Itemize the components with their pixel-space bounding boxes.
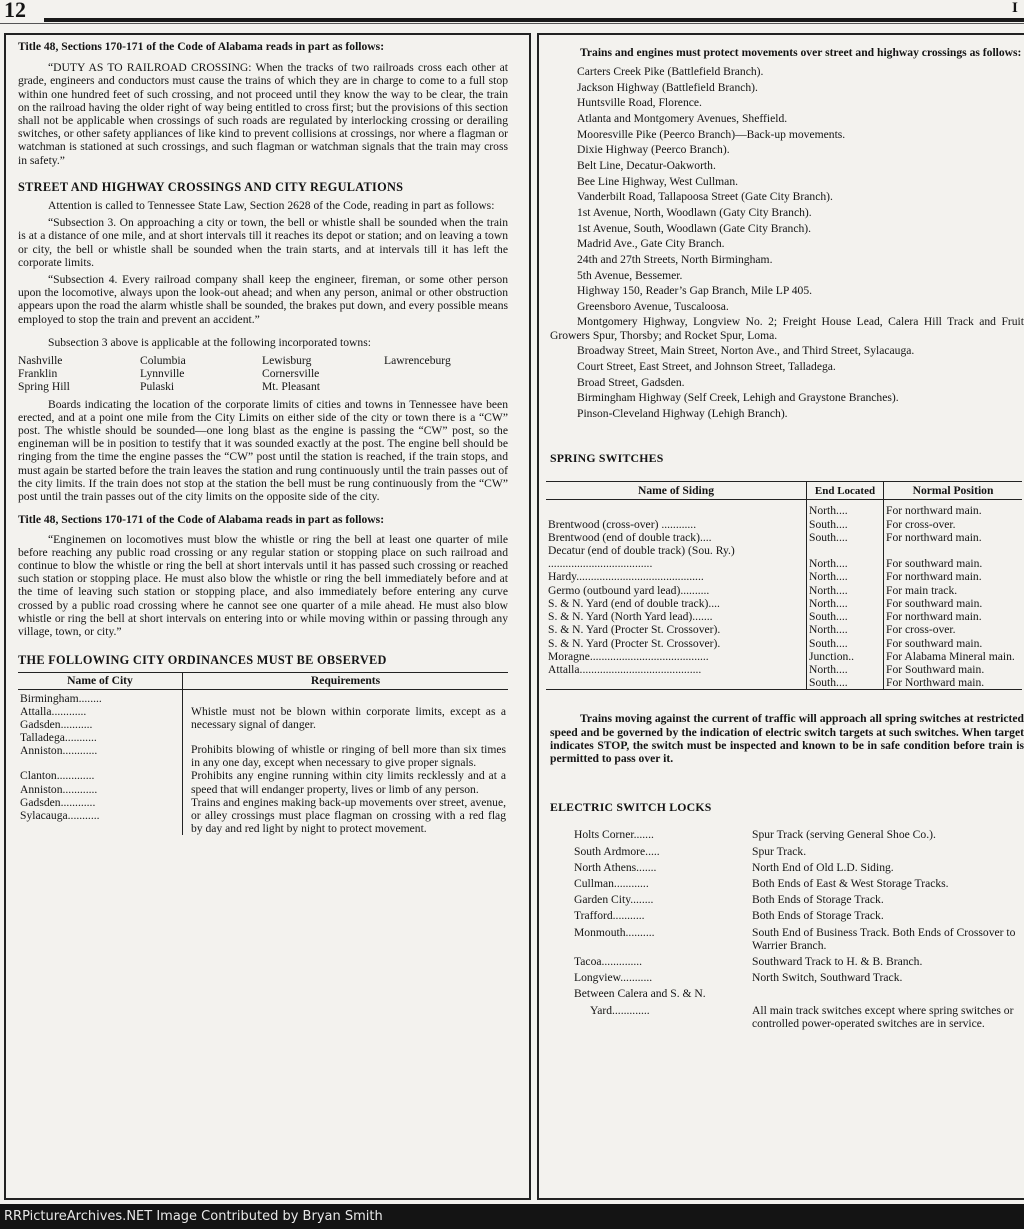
town: Franklin <box>18 367 58 381</box>
title48-a-quote: “DUTY AS TO RAILROAD CROSSING: When the tracks of two railroads cross each other at grade, engineers and conductors must cause the trains of which they are in charge to come to a full stop within one hundred feet of such crossing, and not proceed until they know the way to be clear, the train on the railroad having the older right of way being entitled to cross first; but the provisions of this section shall not be applicable when crossings of such roads are regulated by interlocking crossing or derailing switches, or other safety appliances of like kind to prevent collisions at crossings, nor where a flagman or watchman is stationed at such crossings, and such flagman or watchman signals that the train may cross in safety.” <box>18 61 508 167</box>
table-row: North Athens....... North End of Old L.D. Siding. <box>574 860 894 874</box>
table-row: Cullman............ Both Ends of East & West Storage Tracks. <box>574 876 949 890</box>
ordinances-table <box>18 672 508 835</box>
title48-a-heading: Title 48, Sections 170-171 of the Code of Alabama reads in part as follows: <box>18 40 385 53</box>
list-item: Jackson Highway (Battlefield Branch). <box>577 80 758 94</box>
table-row: Holts Corner....... Spur Track (serving General Shoe Co.). <box>574 828 936 842</box>
table-row: Brentwood (end of double track).... South.... For northward main. <box>548 530 982 544</box>
crossings-list <box>550 65 1024 420</box>
spring-switches-table <box>546 481 1022 690</box>
town: Cornersville <box>262 367 320 381</box>
towns-list <box>18 354 508 394</box>
list-item: Broad Street, Gadsden. <box>577 375 685 389</box>
list-item: Bee Line Highway, West Cullman. <box>577 174 739 188</box>
list-item: Birmingham Highway (Self Creek, Lehigh and Graystone Branches). <box>577 391 899 405</box>
city-name: Talladega........... <box>20 731 97 745</box>
street-intro: Attention is called to Tennessee State Law, Section 2628 of the Code, reading in part as follows: <box>48 199 495 213</box>
table-row: North.... For northward main. <box>546 500 1022 518</box>
town: Spring Hill <box>18 380 70 394</box>
table-row: Hardy............................................ North.... For northward main. <box>548 570 982 584</box>
col-name-of-city: Name of City <box>18 673 183 689</box>
city-name: Attalla............ <box>20 704 87 718</box>
table-row: South Ardmore..... Spur Track. <box>574 844 807 858</box>
list-item: Montgomery Highway, Longview No. 2; Freight House Lead, Calera Hill Track and Fruit Growers Spur, Thorsby; and Rocket Spur, Loma. <box>550 315 1024 342</box>
col-name-of-siding: Name of Siding <box>546 482 807 500</box>
list-item: Pinson-Cleveland Highway (Lehigh Branch). <box>577 406 788 420</box>
list-item: Vanderbilt Road, Tallapoosa Street (Gate City Branch). <box>577 190 833 204</box>
table-row: S. & N. Yard (Procter St. Crossover). North.... For cross-over. <box>548 623 956 637</box>
table-row: Germo (outbound yard lead).......... North.... For main track. <box>548 583 958 597</box>
table-row: S. & N. Yard (North Yard lead)....... South.... For northward main. <box>548 610 982 624</box>
table-row: Brentwood (cross-over) ............ South.... For cross-over. <box>548 517 956 531</box>
list-item: Huntsville Road, Florence. <box>577 96 702 110</box>
table-row: Between Calera and S. & N. <box>574 987 706 1001</box>
requirement-text: Trains and engines making back-up movements over street, avenue, or alley crossings must place flagman on crossing with a red flag by day and red light by night to protect movement. <box>191 795 506 836</box>
spring-switches-heading: SPRING SWITCHES <box>550 451 664 466</box>
list-item: Carters Creek Pike (Battlefield Branch). <box>577 65 764 79</box>
table-row <box>18 689 508 731</box>
town: Mt. Pleasant <box>262 380 320 394</box>
town: Columbia <box>140 354 186 368</box>
top-rule <box>44 18 1024 22</box>
table-row: S. & N. Yard (Procter St. Crossover). South.... For southward main. <box>548 636 983 650</box>
city-name: Birmingham........ <box>20 691 102 705</box>
city-name: Anniston............ <box>20 782 98 796</box>
electric-switch-locks-heading: ELECTRIC SWITCH LOCKS <box>550 800 712 815</box>
town <box>384 367 504 380</box>
list-item: Court Street, East Street, and Johnson Street, Talladega. <box>577 359 836 373</box>
requirement-text: Prohibits blowing of whistle or ringing of bell more than six times in any one day, except when necessary to give proper signals. <box>191 742 506 770</box>
list-item: Greensboro Avenue, Tuscaloosa. <box>577 299 729 313</box>
list-item: Atlanta and Montgomery Avenues, Sheffield. <box>577 112 788 126</box>
list-item: 5th Avenue, Bessemer. <box>577 268 683 282</box>
right-column <box>550 46 1024 1030</box>
subsection-4: “Subsection 4. Every railroad company shall keep the engineer, fireman, or some other person upon the locomotive, always upon the look-out ahead; and when any person, animal or other obstruction appears upon the road the alarm whistle shall be sounded, the brakes put down, and every possible means employed to stop the train and prevent an accident.” <box>18 273 508 326</box>
table-row: South.... For Northward main. <box>546 676 1022 690</box>
right-edge-letter: I <box>1012 0 1018 16</box>
table-row: Monmouth.......... South End of Business Track. Both Ends of Crossover to Warrier Branch. <box>574 925 1016 952</box>
list-item: Broadway Street, Main Street, Norton Ave., and Third Street, Sylacauga. <box>577 344 915 358</box>
town: Pulaski <box>140 380 175 394</box>
spring-switches-note: Trains moving against the current of traffic will approach all spring switches at restricted speed and be governed by the indication of electric switch targets at such switches. When target indicates STOP, the switch must be inspected and known to be in safe condition before train is permitted to pass over it. <box>550 712 1024 765</box>
list-item: Mooresville Pike (Peerco Branch)—Back-up movements. <box>577 127 846 141</box>
title48-b-heading: Title 48, Sections 170-171 of the Code of Alabama reads in part as follows: <box>18 513 385 527</box>
town: Lewisburg <box>262 354 312 368</box>
table-row: Yard............. All main track switches except where spring switches or controlled power-operated switches are in service. <box>590 1003 1014 1030</box>
table-row: Trafford........... Both Ends of Storage Track. <box>574 909 884 923</box>
list-item: Highway 150, Reader’s Gap Branch, Mile LP 405. <box>577 284 813 298</box>
list-item: 1st Avenue, South, Woodlawn (Gate City Branch). <box>577 221 812 235</box>
city-name: Gadsden............ <box>20 795 96 809</box>
ordinances-heading: THE FOLLOWING CITY ORDINANCES MUST BE OBSERVED <box>18 653 387 668</box>
switch-locks-table <box>550 828 1024 1030</box>
title48-b-quote: “Enginemen on locomotives must blow the whistle or ring the bell at least one quarter of mile before reaching any public road crossing or any regular station or stopping place on such railroad and continue to blow the whistle or ring the bell at short intervals until it has passed such crossing or reached such station or stopping place. He must also blow the whistle or ring the bell immediately before and at the time of leaving such station or stopping place, and also immediately before entering any curve crossed by a public road crossing where he cannot see one quarter of a mile ahead. He must also blow whistle or ring the bell at short intervals on entering into or while moving within or passing through any village, town, or city.” <box>18 532 508 638</box>
list-item: Madrid Ave., Gate City Branch. <box>577 237 725 251</box>
town <box>384 380 504 393</box>
col-normal-position: Normal Position <box>884 482 1023 500</box>
city-name: Gadsden........... <box>20 717 93 731</box>
city-name: Anniston............ <box>20 744 98 758</box>
top-rule-thin <box>0 23 1024 24</box>
requirement-text: Prohibits any engine running within city limits recklessly and at a speed that will endanger property, lives or limb of any person. <box>191 769 506 796</box>
requirement-text: Whistle must not be blown within corporate limits, except as a necessary signal of danger. <box>191 704 506 731</box>
city-name: Sylacauga........... <box>20 808 100 822</box>
town: Lawrenceburg <box>384 354 451 368</box>
list-item: 24th and 27th Streets, North Birmingham. <box>577 252 773 266</box>
table-row: Attalla.......................................... North.... For Southward main. <box>548 662 985 676</box>
table-row: Garden City........ Both Ends of Storage Track. <box>574 893 884 907</box>
table-row <box>18 769 508 795</box>
street-section-heading: STREET AND HIGHWAY CROSSINGS AND CITY REGULATIONS <box>18 179 404 194</box>
table-row: Tacoa.............. Southward Track to H. & B. Branch. <box>574 954 923 968</box>
list-item: 1st Avenue, North, Woodlawn (Gaty City Branch). <box>577 205 812 219</box>
subsection-3: “Subsection 3. On approaching a city or town, the bell or whistle shall be sounded when the train is at a distance of one mile, and at short intervals till it reaches its depot or station; and on leaving a town or city, the bell or whistle shall be sounded when the train starts, and at intervals till it has left the corporate limits. <box>18 216 508 269</box>
city-name: Clanton............. <box>20 769 95 783</box>
protect-intro: Trains and engines must protect movements over street and highway crossings as follows: <box>580 46 1022 59</box>
cw-post-paragraph: Boards indicating the location of the corporate limits of cities and towns in Tennessee have been erected, and at a point one mile from the City Limits on either side of the city or town there is a “CW” post. The whistle should be sounded—one long blast as the engine is passing the “CW” post, so the engineman will be in position to testify that it was sounded exactly at the post. The engine bell should be ringing from the time the engine passes the “CW” post until the station is reached, if the train stops, and must again be started before the train leaves the station and rung continuously until the train passes out of the city limits. If the train does not stop at the station the bell must be rung continuously from the “CW” post until the train passes out of the city limits on the opposite side of the city. <box>18 397 508 504</box>
table-row: S. & N. Yard (end of double track).... North.... For southward main. <box>548 596 983 610</box>
col-end-located: End Located <box>807 482 884 500</box>
list-item: Belt Line, Decatur-Oakworth. <box>577 159 716 173</box>
table-row: Moragne......................................... Junction.. For Alabama Mineral main. <box>548 649 1015 663</box>
page-number: 12 <box>4 0 26 22</box>
list-item: Dixie Highway (Peerco Branch). <box>577 143 730 157</box>
left-column <box>18 40 508 835</box>
table-row: Longview........... North Switch, Southward Track. <box>574 971 903 985</box>
watermark-footer: RRPictureArchives.NET Image Contributed by Bryan Smith <box>0 1204 1024 1229</box>
town: Lynnville <box>140 367 185 381</box>
col-requirements: Requirements <box>183 673 509 689</box>
applicable-towns-intro: Subsection 3 above is applicable at the following incorporated towns: <box>48 335 371 349</box>
table-row: Decatur (end of double track) (Sou. Ry.) .................................... North.... For southward main. <box>548 544 983 571</box>
town: Nashville <box>18 354 63 368</box>
